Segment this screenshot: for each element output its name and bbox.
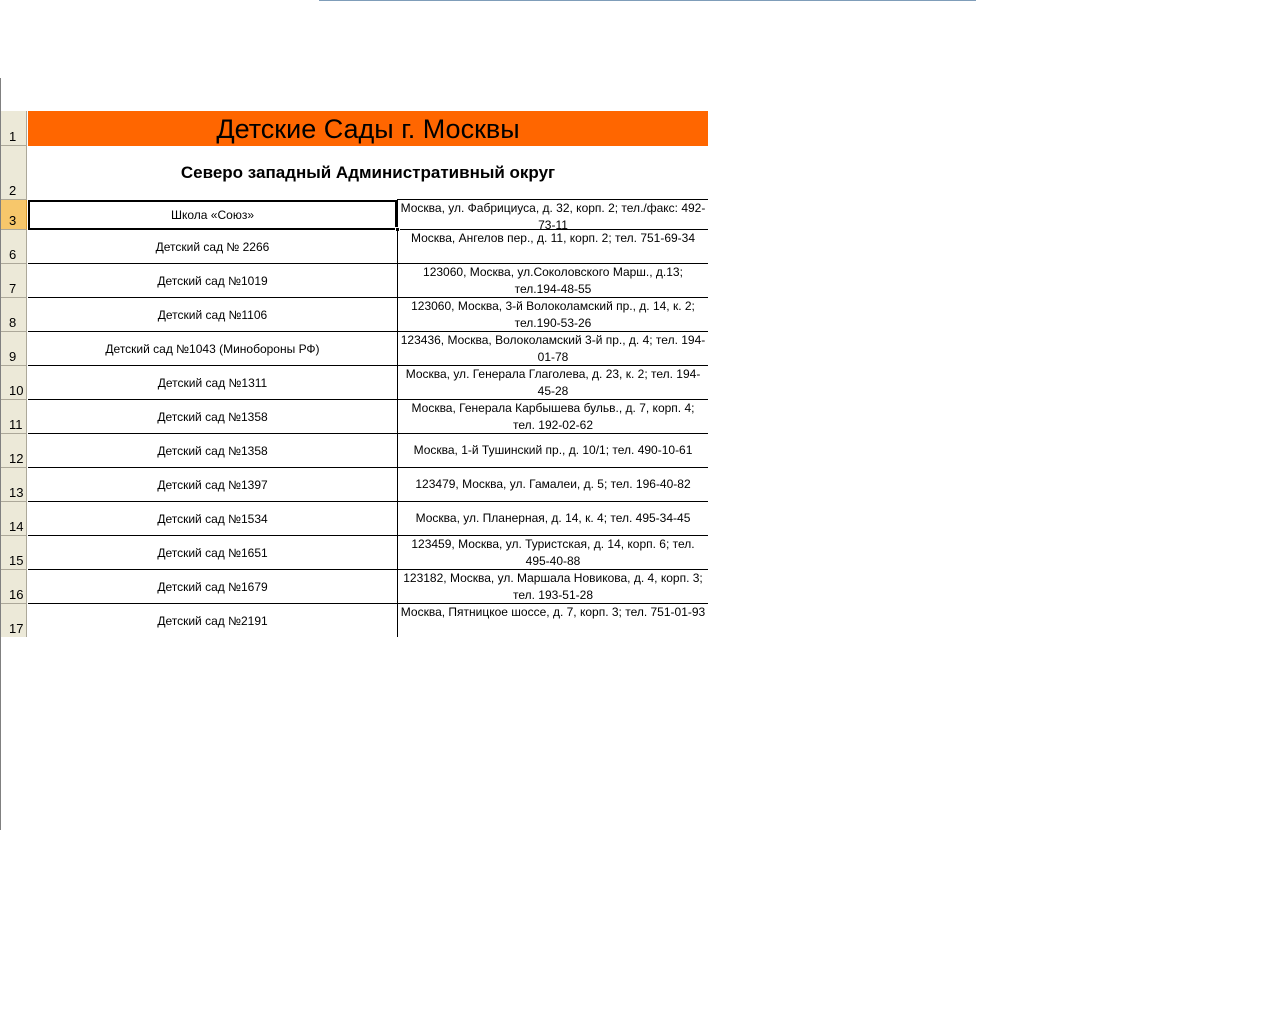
spreadsheet-grid[interactable] bbox=[1, 111, 708, 637]
title-row bbox=[1, 111, 708, 146]
table-row bbox=[1, 298, 708, 332]
row-header[interactable] bbox=[1, 264, 27, 298]
table-row bbox=[1, 570, 708, 604]
row-number: 13 bbox=[9, 485, 24, 500]
row-number: 9 bbox=[9, 349, 17, 364]
row-header[interactable] bbox=[1, 400, 27, 434]
address-cell[interactable]: 123479, Москва, ул. Гамалеи, д. 5; тел. 196-40-82 bbox=[397, 468, 708, 502]
row-header[interactable] bbox=[1, 230, 27, 264]
row-header[interactable] bbox=[1, 468, 27, 502]
row-header[interactable] bbox=[1, 298, 27, 332]
name-cell[interactable]: Детский сад №1651 bbox=[28, 536, 397, 570]
table-row bbox=[1, 502, 708, 536]
row-header[interactable] bbox=[1, 434, 27, 468]
address-cell[interactable]: Москва, Генерала Карбышева бульв., д. 7, корп. 4; тел. 192-02-62 bbox=[397, 400, 708, 434]
row-header[interactable] bbox=[1, 111, 27, 146]
name-cell[interactable]: Детский сад №1311 bbox=[28, 366, 397, 400]
row-number: 10 bbox=[9, 383, 24, 398]
address-cell[interactable]: Москва, ул. Планерная, д. 14, к. 4; тел. 495-34-45 bbox=[397, 502, 708, 536]
address-cell[interactable]: 123060, Москва, ул.Соколовского Марш., д.13; тел.194-48-55 bbox=[397, 264, 708, 298]
table-row bbox=[1, 230, 708, 264]
sheet-subtitle[interactable]: Северо западный Административный округ bbox=[180, 163, 556, 182]
name-cell-selected[interactable]: Школа «Союз» bbox=[28, 200, 397, 230]
table-row bbox=[1, 400, 708, 434]
address-cell[interactable]: 123182, Москва, ул. Маршала Новикова, д. 4, корп. 3; тел. 193-51-28 bbox=[397, 570, 708, 604]
row-number: 15 bbox=[9, 553, 24, 568]
name-cell[interactable]: Детский сад № 2266 bbox=[28, 230, 397, 264]
row-number: 17 bbox=[9, 621, 24, 636]
row-number: 16 bbox=[9, 587, 24, 602]
subtitle-row bbox=[1, 146, 708, 200]
table-row bbox=[1, 434, 708, 468]
address-cell[interactable]: Москва, ул. Фабрициуса, д. 32, корп. 2; тел./факс: 492-73-11 bbox=[397, 200, 708, 230]
address-cell[interactable]: 123060, Москва, 3-й Волоколамский пр., д. 14, к. 2; тел.190-53-26 bbox=[397, 298, 708, 332]
row-header[interactable] bbox=[1, 332, 27, 366]
row-number: 3 bbox=[9, 213, 17, 228]
table-row bbox=[1, 200, 708, 230]
name-cell[interactable]: Детский сад №1019 bbox=[28, 264, 397, 298]
name-cell[interactable]: Детский сад №1106 bbox=[28, 298, 397, 332]
row-number: 1 bbox=[9, 129, 17, 144]
address-cell[interactable]: Москва, 1-й Тушинский пр., д. 10/1; тел. 490-10-61 bbox=[397, 434, 708, 468]
table-row bbox=[1, 366, 708, 400]
address-cell[interactable]: 123436, Москва, Волоколамский 3-й пр., д. 4; тел. 194-01-78 bbox=[397, 332, 708, 366]
row-header[interactable] bbox=[1, 366, 27, 400]
name-cell[interactable]: Детский сад №1358 bbox=[28, 400, 397, 434]
row-header[interactable] bbox=[1, 570, 27, 604]
row-number: 14 bbox=[9, 519, 24, 534]
row-header[interactable] bbox=[1, 604, 27, 637]
table-row bbox=[1, 604, 708, 637]
table-row bbox=[1, 332, 708, 366]
row-number: 8 bbox=[9, 315, 17, 330]
table-row bbox=[1, 264, 708, 298]
row-header[interactable] bbox=[1, 200, 27, 230]
name-cell[interactable]: Детский сад №1534 bbox=[28, 502, 397, 536]
table-row bbox=[1, 468, 708, 502]
name-cell[interactable]: Детский сад №1397 bbox=[28, 468, 397, 502]
row-number: 7 bbox=[9, 281, 17, 296]
row-number: 6 bbox=[9, 247, 17, 262]
top-frame-line bbox=[319, 0, 976, 1]
row-header[interactable] bbox=[1, 536, 27, 570]
name-cell[interactable]: Детский сад №1043 (Минобороны РФ) bbox=[28, 332, 397, 366]
sheet-title[interactable]: Детские Сады г. Москвы bbox=[28, 111, 708, 146]
address-cell[interactable]: Москва, ул. Генерала Глаголева, д. 23, к. 2; тел. 194-45-28 bbox=[397, 366, 708, 400]
name-cell[interactable]: Детский сад №1358 bbox=[28, 434, 397, 468]
name-cell[interactable]: Детский сад №1679 bbox=[28, 570, 397, 604]
name-cell[interactable]: Детский сад №2191 bbox=[157, 614, 268, 628]
row-number: 11 bbox=[9, 417, 23, 432]
row-header[interactable] bbox=[1, 146, 27, 200]
row-number: 2 bbox=[9, 183, 17, 198]
table-row bbox=[1, 536, 708, 570]
address-cell[interactable]: Москва, Пятницкое шоссе, д. 7, корп. 3; тел. 751-01-93 bbox=[397, 604, 708, 637]
address-cell[interactable]: Москва, Ангелов пер., д. 11, корп. 2; тел. 751-69-34 bbox=[397, 230, 708, 264]
address-cell[interactable]: 123459, Москва, ул. Туристская, д. 14, корп. 6; тел. 495-40-88 bbox=[397, 536, 708, 570]
row-number: 12 bbox=[9, 451, 24, 466]
row-header[interactable] bbox=[1, 502, 27, 536]
